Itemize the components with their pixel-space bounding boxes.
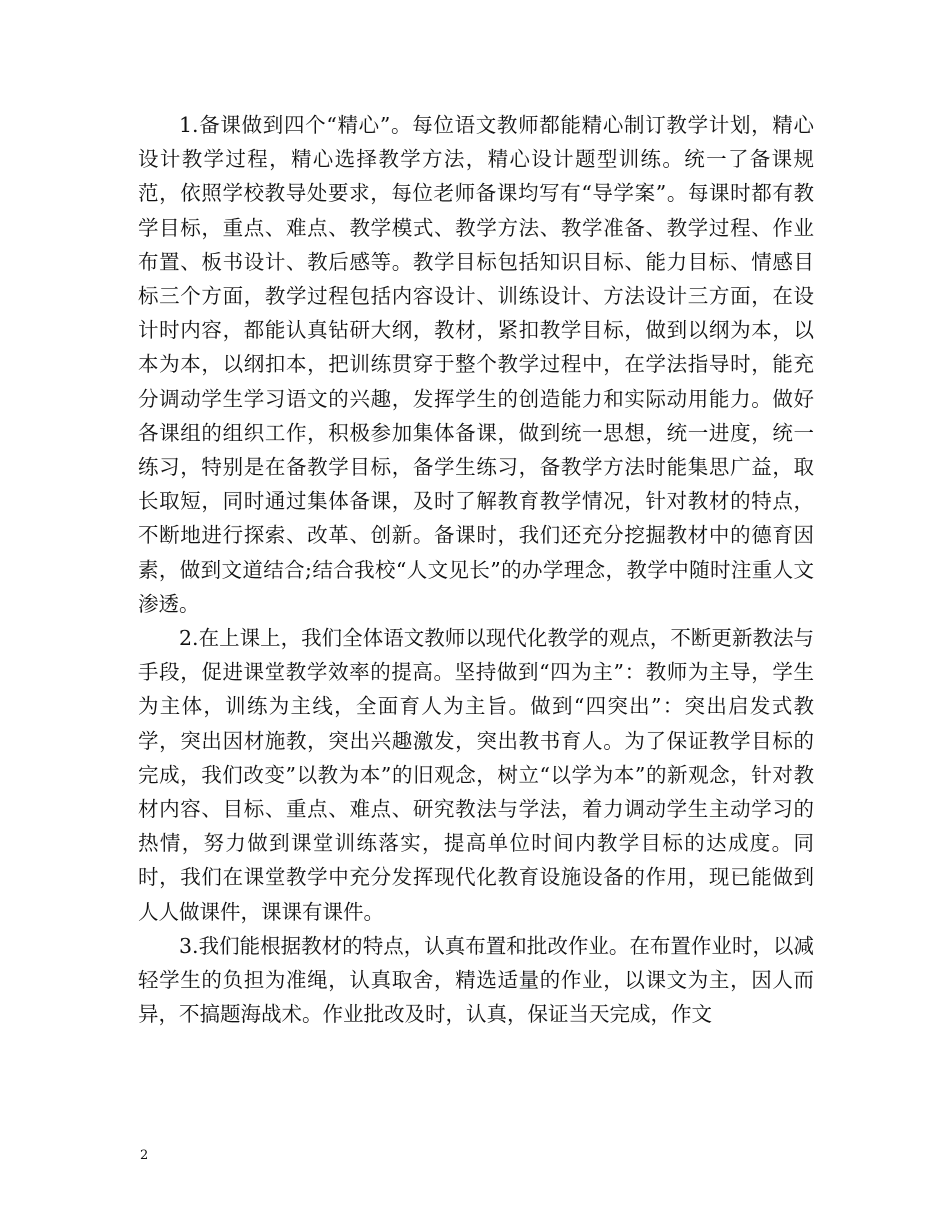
paragraph-2: 2.在上课上，我们全体语文教师以现代化教学的观点，不断更新教法与手段，促进课堂教学效率的提高。坚持做到“四为主”：教师为主导，学生为主体，训练为主线，全面育人为主旨。做到“四突出”：突出启发式教学，突出因材施教，突出兴趣激发，突出教书育人。为了保证教学目标的完成，我们改变”以教为本”的旧观念，树立“以学为本”的新观念，针对教材内容、目标、重点、难点、研究教法与学法，着力调动学生主动学习的热情，努力做到课堂训练落实，提高单位时间内教学目标的达成度。同时，我们在课堂教学中充分发挥现代化教育设施设备的作用，现已能做到人人做课件，课课有课件。: [138, 626, 814, 924]
body-text: [138, 108, 814, 1031]
paragraph-3: 3.我们能根据教材的特点，认真布置和批改作业。在布置作业时，以减轻学生的负担为准绳，认真取舍，精选适量的作业，以课文为主，因人而异，不搞题海战术。作业批改及时，认真，保证当天完成，作文: [138, 933, 814, 1027]
page-number: 2: [140, 1148, 149, 1163]
paragraph-1: 1.备课做到四个“精心”。每位语文教师都能精心制订教学计划，精心设计教学过程，精心选择教学方法，精心设计题型训练。统一了备课规范，依照学校教导处要求，每位老师备课均写有“导学案”。每课时都有教学目标，重点、难点、教学模式、教学方法、教学准备、教学过程、作业布置、板书设计、教后感等。教学目标包括知识目标、能力目标、情感目标三个方面，教学过程包括内容设计、训练设计、方法设计三方面，在设计时内容，都能认真钻研大纲，教材，紧扣教学目标，做到以纲为本，以本为本，以纲扣本，把训练贯穿于整个教学过程中，在学法指导时，能充分调动学生学习语文的兴趣，发挥学生的创造能力和实际动用能力。做好各课组的组织工作，积极参加集体备课，做到统一思想，统一进度，统一练习，特别是在备教学目标，备学生练习，备教学方法时能集思广益，取长取短，同时通过集体备课，及时了解教育教学情况，针对教材的特点，不断地进行探索、改革、创新。备课时，我们还充分挖掘教材中的德育因素，做到文道结合;结合我校“人文见长”的办学理念，教学中随时注重人文渗透。: [138, 113, 814, 616]
